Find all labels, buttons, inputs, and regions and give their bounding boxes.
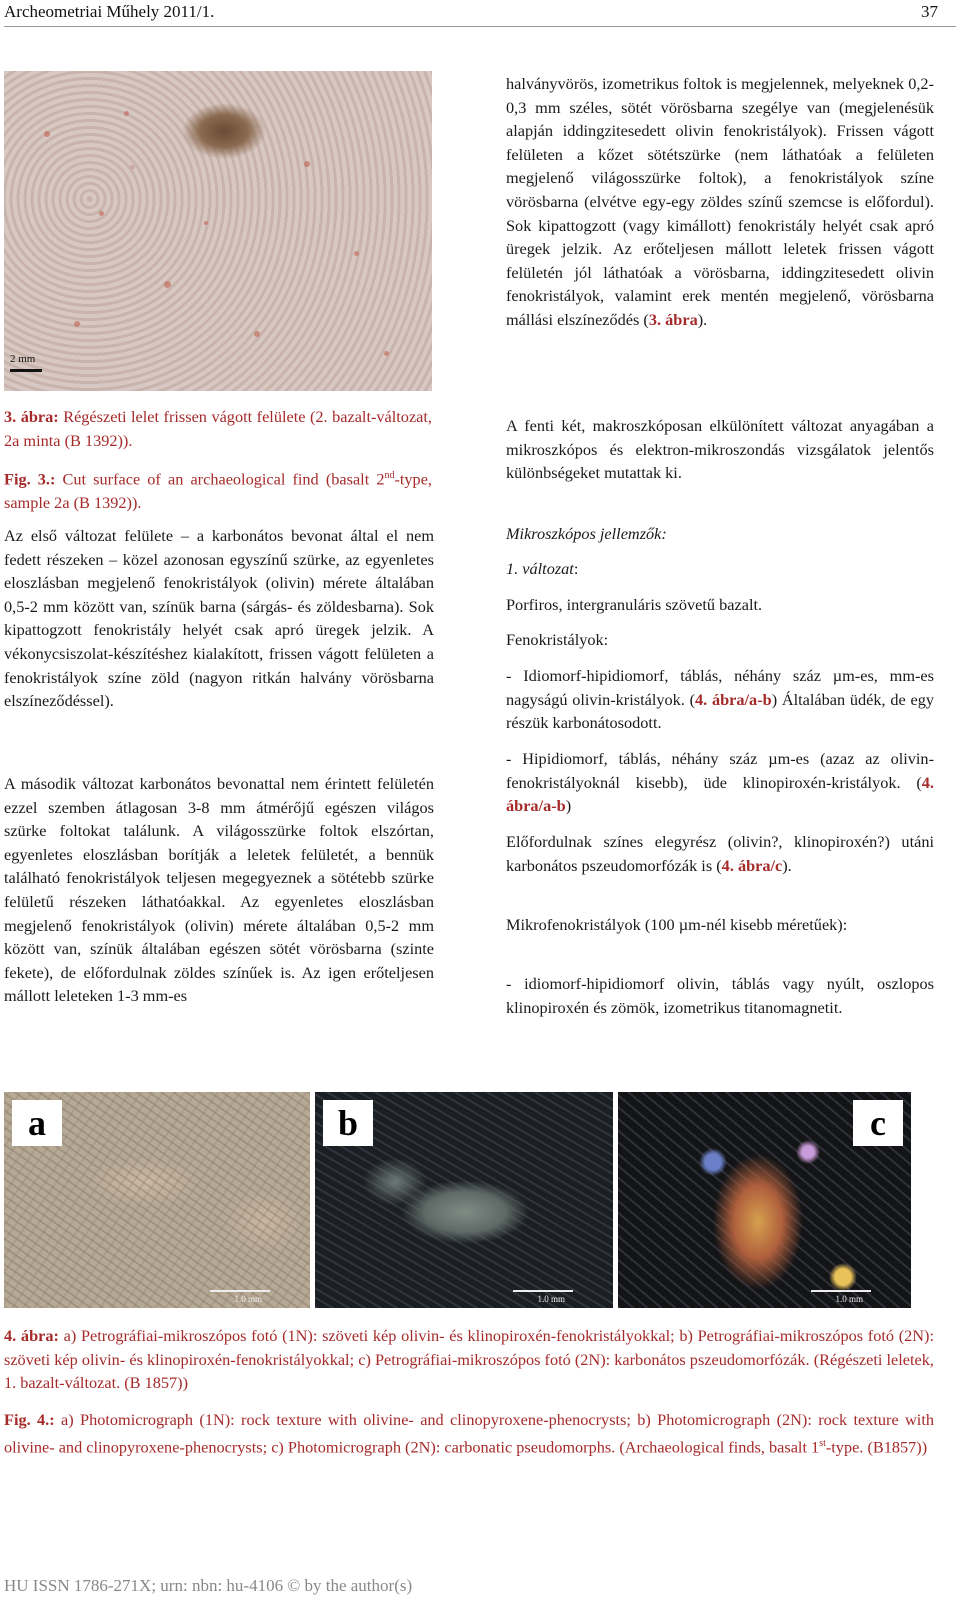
left-paragraph-2: A második változat karbonátos bevonattal nem érintett felületén ezzel szemben átlagosan 3-8 mm átmérőjű egészen világos szürke foltokat találunk. A világosszürke foltok elszórtan, egyenletes eloszlásban borítják a leletek felületét, a bennük található fenokristályok teljesen megegyeznek a sötétebb szürke felületű részeken láthatóakkal. Az egyenletes eloszlásban megjelenő fenokristályok (olivin) mérete általában 0,5-2 mm között van, színük általában egészen sötét vörösbarna (szinte fekete), de előfordulnak zöldes színűek is. Az igen erőteljesen mállott leleteken 1-3 mm-es (4, 774, 434, 1006)
scale-bar (10, 369, 42, 372)
right-paragraph-groundmass: - idiomorf-hipidiomorf olivin, táblás vagy nyúlt, oszlopos klinopiroxén és zömök, izometrikus titanomagnetit. (506, 974, 934, 1017)
right-paragraph-olivine: - Idiomorf-hipidiomorf, táblás, néhány száz µm-es, mm-es nagyságú olivin-kristályok. (4. ábra/a-b) Általában üdék, de egy részük karbonátosodott. (506, 666, 934, 733)
figure-3-photo (4, 71, 432, 391)
journal-title: Archeometriai Műhely 2011/1. (4, 2, 215, 21)
panel-label-c: c (853, 1100, 903, 1146)
right-paragraph-clinopyroxene: - Hipidiomorf, táblás, néhány száz µm-es (azaz az olivin-fenokristályoknál kisebb), üde klinopiroxén-kristályok. (4. ábra/a-b) (506, 749, 934, 816)
figure-3-caption-en: Fig. 3.: Cut surface of an archaeological find (basalt 2nd-type, sample 2a (B 1392)). (4, 469, 432, 513)
right-paragraph-texture: Porfiros, intergranuláris szövetű bazalt. (506, 595, 763, 614)
panel-c-scale-bar (811, 1290, 871, 1292)
panel-a-scale-bar (210, 1290, 270, 1292)
panel-c-scale-label: 1.0 mm (835, 1294, 863, 1304)
panel-b-scale-bar (513, 1290, 573, 1292)
footer-issn: HU ISSN 1786-271X; urn: nbn: hu-4106 © by the author(s) (4, 1576, 413, 1595)
figure-3-caption-hu: 3. ábra: Régészeti lelet frissen vágott felülete (2. bazalt-változat, 2a minta (B 1392)). (4, 407, 432, 450)
page-number: 37 (921, 2, 938, 21)
figure-4c-micrograph (618, 1092, 911, 1308)
subheading-variant-1: 1. változat: (506, 559, 579, 578)
left-paragraph-1: Az első változat felülete – a karbonátos bevonat által el nem fedett részeken – közel azonosan egyszínű szürke, az egyenletes eloszlásban megjelenő fenokristályok (olivin) mérete általában 0,5-2 mm között van, színük barna (sárgás- és zöldesbarna). Sok kipattogzott fenokristály helyét csak apró üregek jelzik. A vékonycsiszolat-készítéshez kialakított, frissen vágott felületen a fenokristályok színe zöld (nagyon ritkán halvány vörösbarna elszíneződéssel). (4, 526, 434, 711)
right-paragraph-2: A fenti két, makroszkóposan elkülönített változat anyagában a mikroszkópos és elektron-mikroszondás vizsgálatok jelentős különbségeket mutattak ki. (506, 416, 934, 483)
right-paragraph-microphenocrysts: Mikrofenokristályok (100 µm-nél kisebb méretűek): (506, 915, 848, 934)
panel-label-b: b (323, 1100, 373, 1146)
figure-4-caption-hu: 4. ábra: a) Petrográfiai-mikroszópos fotó (1N): szöveti kép olivin- és klinopiroxén-fenokristályokkal; b) Petrográfiai-mikroszópos fotó (2N): szöveti kép olivin- és klinopiroxén-fenokristályokkal; c) Petrográfiai-mikroszópos fotó (2N): karbonátos pszeudomorfózák. (Régészeti leletek, 1. bazalt-változat. (B 1857)) (4, 1326, 934, 1393)
figure-4-caption-en: Fig. 4.: a) Photomicrograph (1N): rock texture with olivine- and clinopyroxene-phenocrysts; b) Photomicrograph (2N): rock texture with olivine- and clinopyroxene-phenocrysts; c) Photomicrograph (2N): carbonatic pseudomorphs. (Archaeological finds, basalt 1st-type. (B1857)) (4, 1410, 934, 1457)
header-rule (4, 26, 956, 27)
right-paragraph-1: halványvörös, izometrikus foltok is megjelennek, melyeknek 0,2-0,3 mm széles, sötét vörösbarna szegélye van (megjelenésük alapján iddingzitesedett olivin fenokristályok). Frissen vágott felületen a kőzet sötétszürke (nem láthatóak a felületen megjelenő világosszürke foltok), a fenokristályok színe vörösbarna (elvétve egy-egy zöldes színű szemcse is előfordul). Sok kipattogzott (vagy kimállott) fenokristály helyét csak apró üregek jelzik. Az erőteljesen mállott leletek frissen vágott felületén jól láthatóak a vörösbarna, iddingzitesedett olivin fenokristályok, valamint erek mentén megjelenő, vörösbarna mállási elszíneződés (3. ábra). (506, 74, 934, 329)
figure-4b-micrograph (315, 1092, 613, 1308)
section-heading-microscopic: Mikroszkópos jellemzők: (506, 524, 667, 543)
panel-a-scale-label: 1.0 mm (234, 1294, 262, 1304)
panel-b-scale-label: 1.0 mm (537, 1294, 565, 1304)
figure-4a-micrograph (4, 1092, 310, 1308)
right-paragraph-pseudomorphs: Előfordulnak színes elegyrész (olivin?, klinopiroxén?) utáni karbonátos pszeudomorfózák is (4. ábra/c). (506, 832, 934, 875)
scale-label: 2 mm (10, 353, 36, 365)
right-paragraph-phenocrysts-label: Fenokristályok: (506, 630, 609, 649)
panel-label-a: a (12, 1100, 62, 1146)
